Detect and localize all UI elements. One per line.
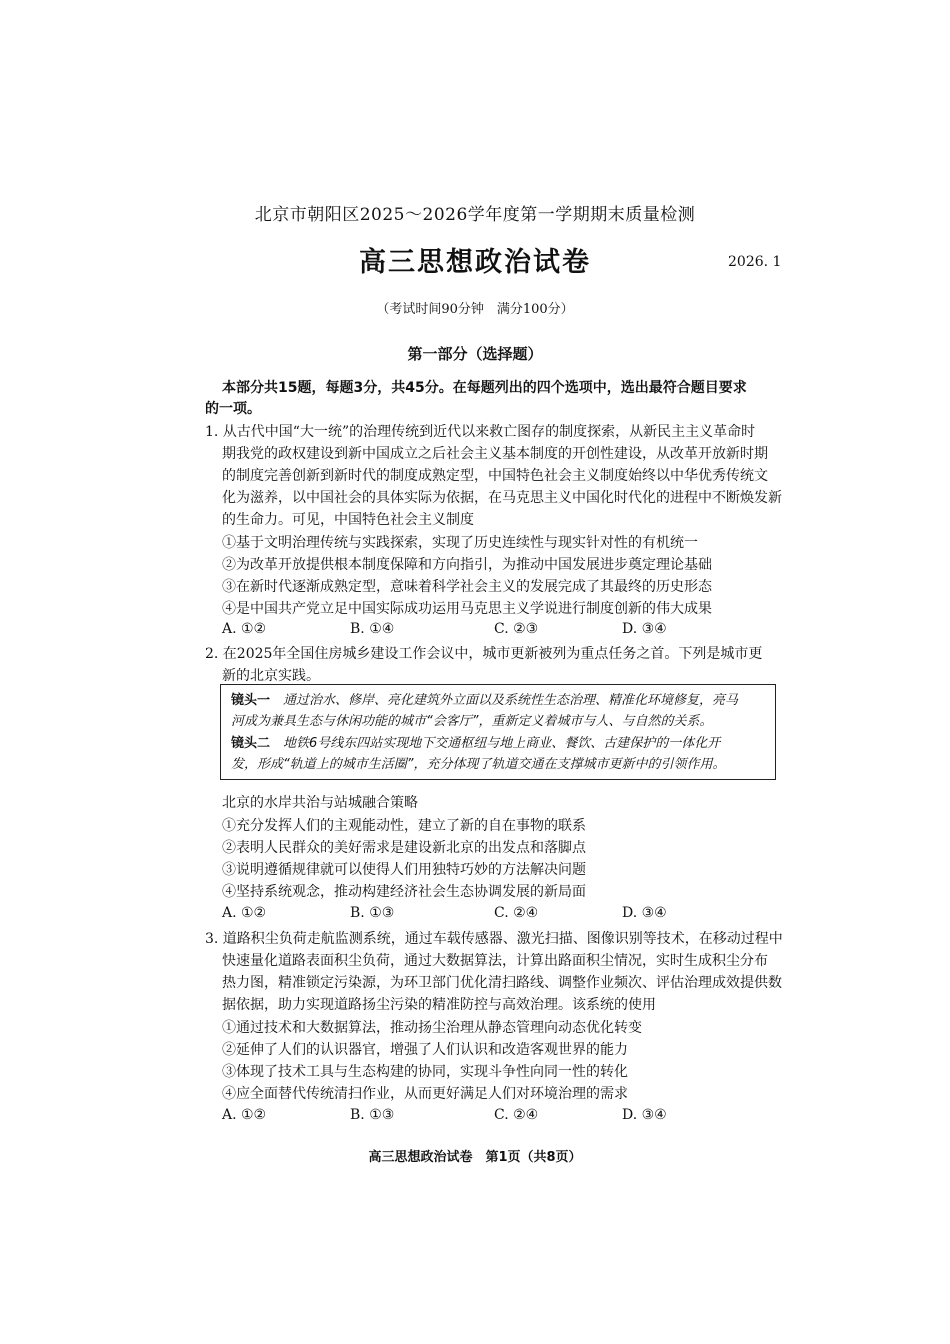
material-line: [231, 690, 738, 711]
q2-option-b[interactable]: B. ①③: [350, 905, 395, 921]
q2-option-d[interactable]: D. ③④: [622, 905, 667, 921]
q1-stem-line: 期我党的政权建设到新中国成立之后社会主义基本制度的开创性建设，从改革开放新时期: [222, 446, 768, 462]
q3-option-d[interactable]: D. ③④: [622, 1107, 667, 1123]
material-label: 镜头二: [231, 736, 271, 751]
q1-stem-line: 的制度完善创新到新时代的制度成熟定型，中国特色社会主义制度始终以中华优秀传统文: [222, 468, 768, 484]
material-line: [231, 733, 720, 754]
q2-stem: 北京的水岸共治与站城融合策略: [222, 795, 418, 811]
q2-statement: ④坚持系统观念，推动构建经济社会生态协调发展的新局面: [222, 884, 586, 900]
q3-options: [222, 1107, 782, 1127]
q1-option-b[interactable]: B. ①④: [350, 621, 395, 637]
q3-stem-line: 3. 道路积尘负荷走航监测系统，通过车载传感器、激光扫描、图像识别等技术，在移动过程中: [205, 931, 783, 947]
q1-stem-line: 的生命力。可见，中国特色社会主义制度: [222, 512, 474, 528]
material-text: 地铁6号线东四站实现地下交通枢纽与地上商业、餐饮、古建保护的一体化开: [283, 736, 721, 751]
material-line: 发，形成“轨道上的城市生活圈”，充分体现了轨道交通在支撑城市更新中的引领作用。: [231, 757, 726, 772]
q1-options: [222, 621, 782, 641]
q1-statement: ③在新时代逐渐成熟定型，意味着科学社会主义的发展完成了其最终的历史形态: [222, 579, 712, 595]
section-intro-line: 本部分共15题，每题3分，共45分。在每题列出的四个选项中，选出最符合题目要求: [222, 380, 747, 396]
material-text: 通过治水、修岸、亮化建筑外立面以及系统性生态治理、精准化环境修复，亮马: [283, 693, 739, 708]
q2-stem-line: 2. 在2025年全国住房城乡建设工作会议中，城市更新被列为重点任务之首。下列是城市更: [205, 646, 763, 662]
q3-statement: ③体现了技术工具与生态构建的协同，实现斗争性向同一性的转化: [222, 1064, 628, 1080]
q2-material-box: [220, 684, 776, 780]
q3-option-c[interactable]: C. ②④: [494, 1107, 539, 1123]
q3-option-a[interactable]: A. ①②: [222, 1107, 267, 1123]
q3-statement: ④应全面替代传统清扫作业，从而更好满足人们对环境治理的需求: [222, 1086, 628, 1102]
page-title: 高三思想政治试卷: [359, 247, 591, 278]
q3-stem-line: 快速量化道路表面积尘负荷，通过大数据算法，计算出路面积尘情况，实时生成积尘分布: [222, 953, 768, 969]
q1-statement: ④是中国共产党立足中国实际成功运用马克思主义学说进行制度创新的伟大成果: [222, 601, 712, 617]
exam-header: 北京市朝阳区2025～2026学年度第一学期期末质量检测: [254, 205, 696, 225]
section-title: 第一部分（选择题）: [407, 345, 543, 363]
q3-statement: ②延伸了人们的认识器官，增强了人们认识和改造客观世界的能力: [222, 1042, 628, 1058]
q2-stem-line: 新的北京实践。: [222, 668, 320, 684]
q3-stem-line: 热力图，精准锁定污染源，为环卫部门优化清扫路线、调整作业频次、评估治理成效提供数: [222, 975, 782, 991]
q2-option-c[interactable]: C. ②④: [494, 905, 539, 921]
q3-stem-line: 据依据，助力实现道路扬尘污染的精准防控与高效治理。该系统的使用: [222, 997, 656, 1013]
exam-date: 2026. 1: [728, 254, 782, 270]
q1-statement: ①基于文明治理传统与实践探索，实现了历史连续性与现实针对性的有机统一: [222, 535, 698, 551]
exam-note: （考试时间90分钟 满分100分）: [376, 302, 574, 317]
q2-option-a[interactable]: A. ①②: [222, 905, 267, 921]
q1-statement: ②为改革开放提供根本制度保障和方向指引，为推动中国发展进步奠定理论基础: [222, 557, 712, 573]
q1-option-a[interactable]: A. ①②: [222, 621, 267, 637]
q2-statement: ②表明人民群众的美好需求是建设新北京的出发点和落脚点: [222, 840, 586, 856]
q1-option-c[interactable]: C. ②③: [494, 621, 539, 637]
q3-statement: ①通过技术和大数据算法，推动扬尘治理从静态管理向动态优化转变: [222, 1020, 642, 1036]
q1-stem-line: 1. 从古代中国“大一统”的治理传统到近代以来救亡图存的制度探索，从新民主主义革命时: [205, 424, 756, 440]
material-label: 镜头一: [231, 693, 271, 708]
section-intro-line: 的一项。: [205, 401, 261, 417]
q2-statement: ①充分发挥人们的主观能动性，建立了新的自在事物的联系: [222, 818, 586, 834]
q1-stem-line: 化为滋养，以中国社会的具体实际为依据，在马克思主义中国化时代化的进程中不断焕发新: [222, 490, 782, 506]
page-footer: 高三思想政治试卷 第1页（共8页）: [368, 1150, 582, 1165]
q2-statement: ③说明遵循规律就可以使得人们用独特巧妙的方法解决问题: [222, 862, 586, 878]
material-line: 河成为兼具生态与休闲功能的城市“会客厅”，重新定义着城市与人、与自然的关系。: [231, 714, 713, 729]
q2-options: [222, 905, 782, 925]
q3-option-b[interactable]: B. ①③: [350, 1107, 395, 1123]
q1-option-d[interactable]: D. ③④: [622, 621, 667, 637]
